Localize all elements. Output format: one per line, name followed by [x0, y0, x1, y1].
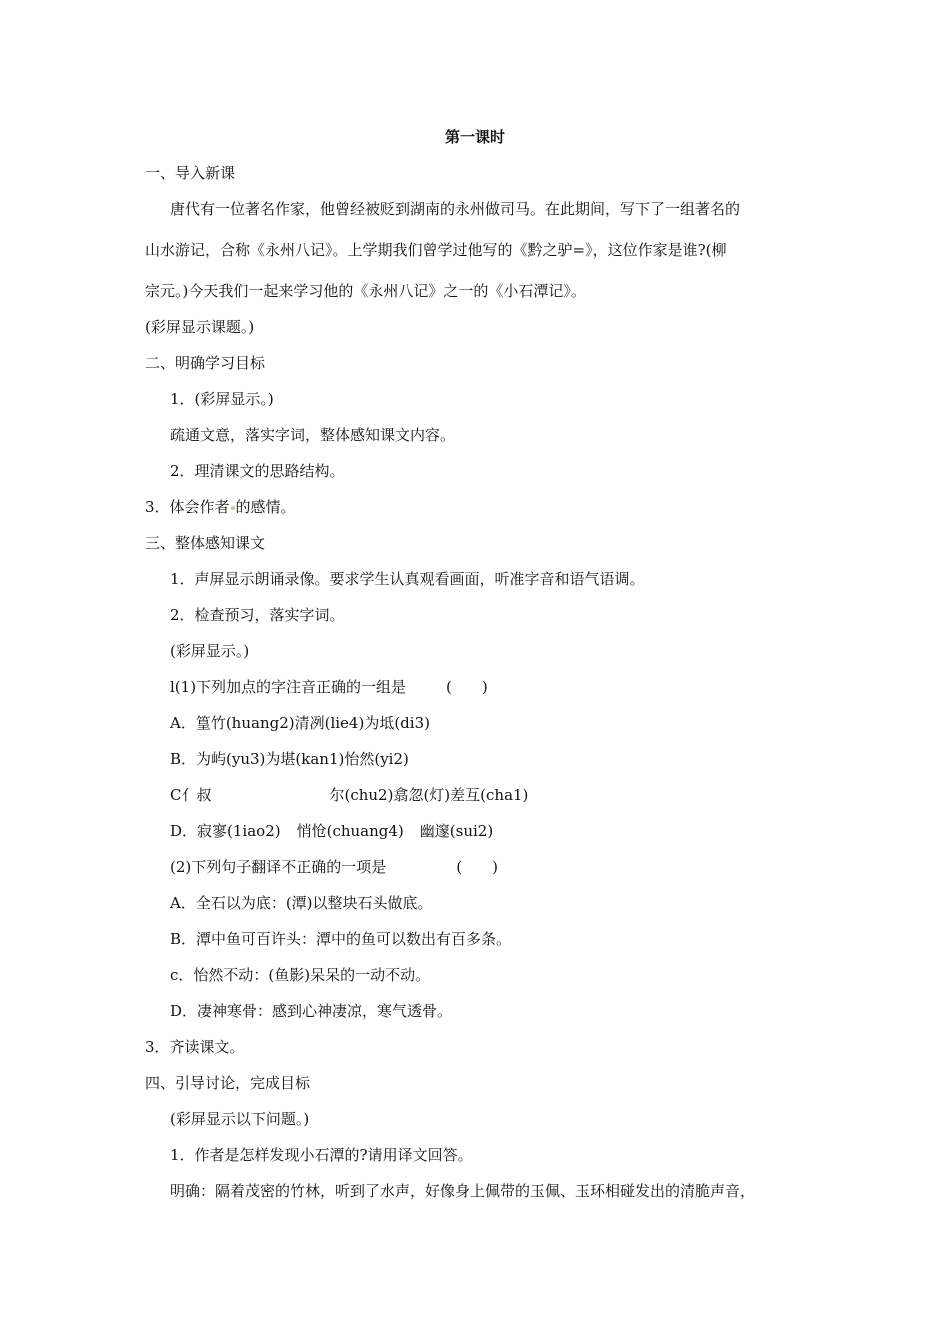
question-text: l(1)下列加点的字注音正确的一组是 [170, 678, 407, 696]
paragraph-line: 山水游记，合称《永州八记》。上学期我们曾学过他写的《黔之驴=》，这位作家是谁?(柳 [145, 241, 727, 259]
question-line [170, 676, 488, 698]
paragraph-line: (彩屏显示以下问题。) [170, 1110, 310, 1128]
option-text: D．寂寥(1iao2) [170, 822, 281, 840]
answer-line: 明确：隔着茂密的竹林，听到了水声，好像身上佩带的玉佩、玉环相碰发出的清脆声音， [170, 1182, 756, 1200]
list-item: (彩屏显示。) [170, 642, 250, 660]
option-line: B．为屿(yu3)为堪(kan1)怡然(yi2) [170, 750, 409, 768]
list-item: 疏通文意，落实字词，整体感知课文内容。 [170, 426, 456, 444]
question-line [170, 856, 498, 878]
option-line: B．潭中鱼可百许头：潭中的鱼可以数出有百多条。 [170, 930, 512, 948]
option-line [170, 784, 528, 806]
option-text: 尔(chu2)翕忽(灯)差互(cha1) [329, 786, 529, 804]
list-item: 1．声屏显示朗诵录像。要求学生认真观看画面，听准字音和语气语调。 [170, 570, 645, 588]
option-text: 幽邃(sui2) [419, 822, 494, 840]
option-line [170, 820, 493, 842]
option-text: C亻叔 [170, 786, 212, 804]
section-heading-1: 一、导入新课 [145, 164, 236, 182]
option-line: c．怡然不动：(鱼影)呆呆的一动不动。 [170, 966, 431, 984]
list-item: 2．理清课文的思路结构。 [170, 462, 345, 480]
stray-dot-mark [231, 506, 235, 510]
option-text: 悄怆(chuang4) [296, 822, 404, 840]
list-item: 3．齐读课文。 [145, 1038, 245, 1056]
answer-blank: ( ) [446, 678, 488, 696]
option-line: A．全石以为底：(潭)以整块石头做底。 [170, 894, 433, 912]
section-heading-3: 三、整体感知课文 [145, 534, 266, 552]
option-line: A．篁竹(huang2)清冽(lie4)为坻(di3) [170, 714, 430, 732]
list-item: 2．检查预习，落实字词。 [170, 606, 345, 624]
list-item [145, 496, 296, 518]
question-line: 1．作者是怎样发现小石潭的?请用译文回答。 [170, 1146, 473, 1164]
paragraph-line: 宗元。)今天我们一起来学习他的《永州八记》之一的《小石潭记》。 [145, 282, 586, 300]
paragraph-line: (彩屏显示课题。) [145, 318, 255, 336]
line-text: 3．体会作者 [145, 498, 230, 516]
list-item: 1．(彩屏显示。) [170, 390, 274, 408]
page-title: 第一课时 [444, 128, 505, 146]
paragraph-line: 唐代有一位著名作家，他曾经被贬到湖南的永州做司马。在此期间，写下了一组著名的 [170, 200, 741, 218]
answer-blank: ( ) [456, 858, 498, 876]
question-text: (2)下列句子翻译不正确的一项是 [170, 858, 387, 876]
section-heading-4: 四、引导讨论，完成目标 [145, 1074, 311, 1092]
section-heading-2: 二、明确学习目标 [145, 354, 266, 372]
line-text: 的感情。 [235, 498, 296, 516]
option-line: D．凄神寒骨：感到心神凄凉，寒气透骨。 [170, 1002, 453, 1020]
